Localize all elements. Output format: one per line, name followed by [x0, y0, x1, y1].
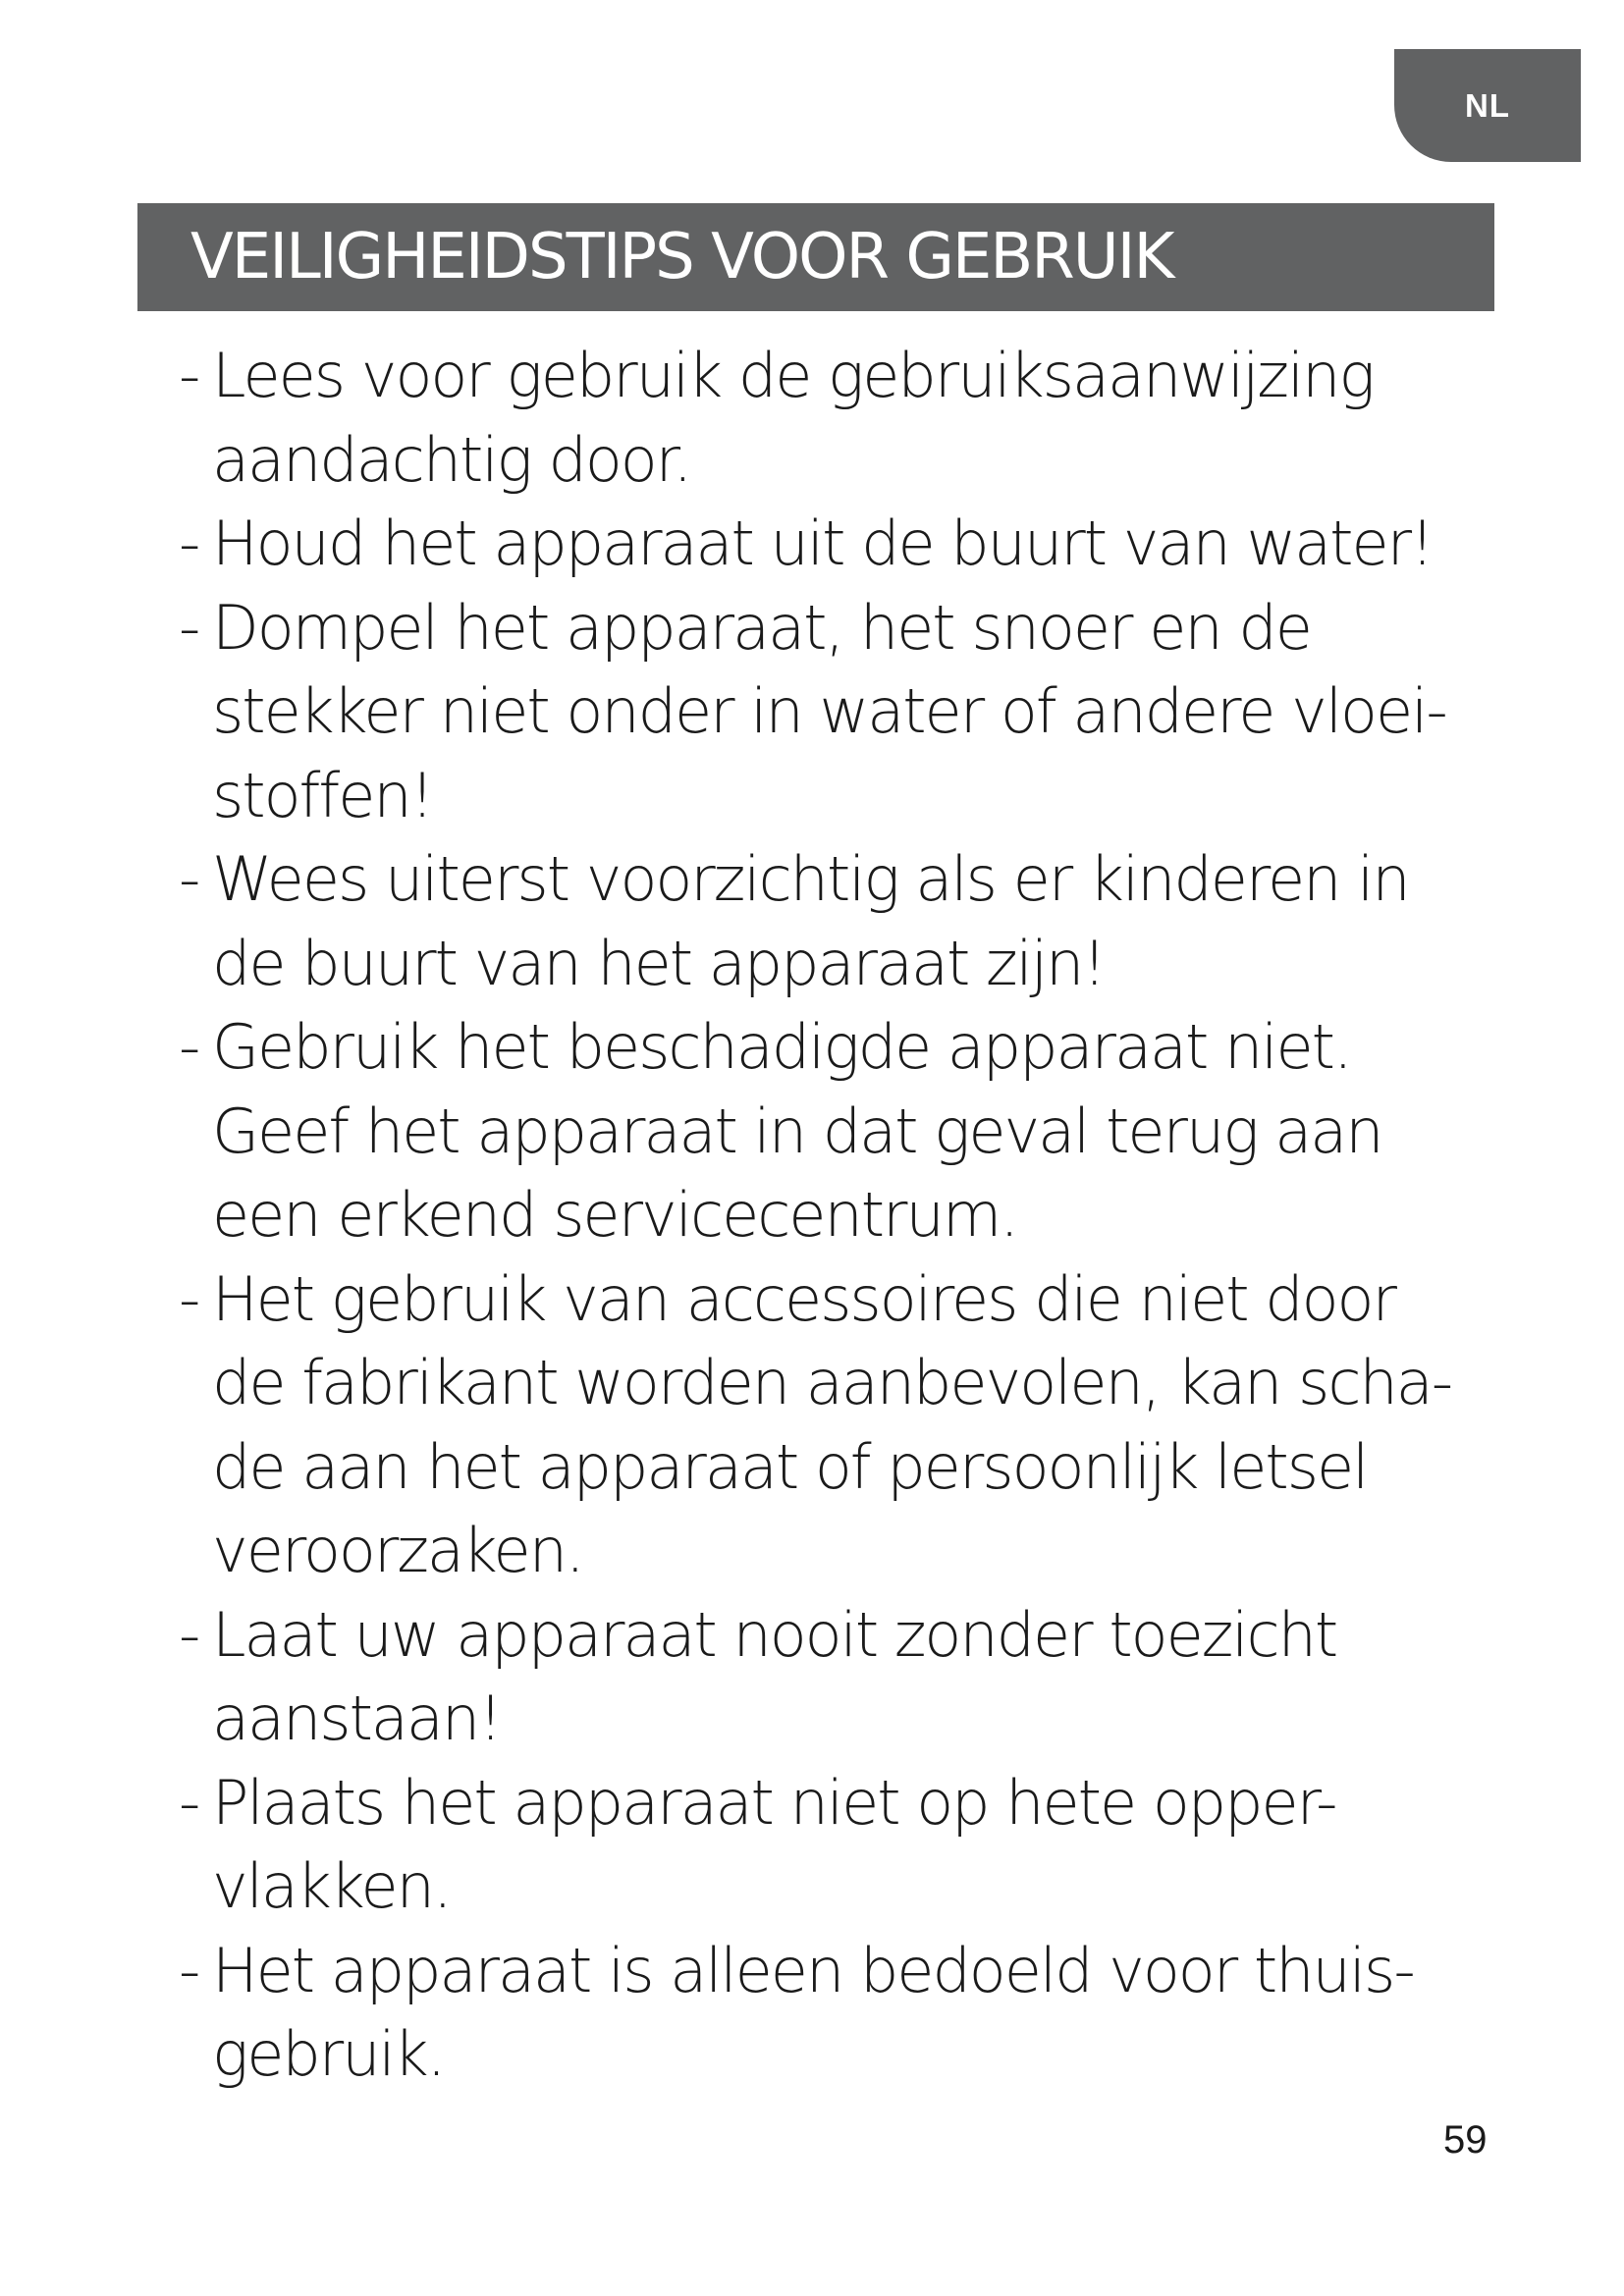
tip-text: Het gebruik van accessoires die niet door de fabrikant worden aanbevolen, kan scha- de aan het apparaat of persoonlijk letsel veroorzaken. [212, 1262, 1452, 1586]
tip-text: Gebruik het beschadigde apparaat niet. Geef het apparaat in dat geval terug aan een erkend servicecentrum. [212, 1011, 1382, 1251]
bullet-dash: - [179, 1934, 199, 2006]
safety-tips-list [179, 334, 1553, 2097]
list-item [179, 1005, 1553, 1257]
bullet-dash: - [179, 1598, 199, 1671]
bullet-dash: - [179, 1262, 199, 1335]
language-label: NL [1465, 86, 1510, 124]
list-item [179, 1257, 1553, 1593]
tip-text: Lees voor gebruik de gebruiksaanwijzing aandachtig door. [212, 340, 1374, 496]
tip-text: Het apparaat is alleen bedoeld voor thuis- gebruik. [212, 1934, 1414, 2090]
list-item [179, 837, 1553, 1005]
bullet-dash: - [179, 507, 199, 579]
section-title: VEILIGHEIDSTIPS VOOR GEBRUIK [190, 221, 1173, 294]
bullet-dash: - [179, 591, 199, 664]
list-item [179, 1929, 1553, 2097]
bullet-dash: - [179, 340, 199, 411]
tip-text: Wees uiterst voorzichtig als er kinderen in de buurt van het apparaat zijn! [212, 843, 1409, 999]
list-item [179, 1761, 1553, 1929]
bullet-dash: - [179, 843, 199, 915]
list-item [179, 502, 1553, 586]
page-number: 59 [1443, 2118, 1488, 2162]
tip-text: Houd het apparaat uit de buurt van water! [212, 507, 1433, 579]
list-item [179, 586, 1553, 838]
bullet-dash: - [179, 1011, 199, 1083]
tip-text: Laat uw apparaat nooit zonder toezicht aanstaan! [212, 1598, 1337, 1754]
bullet-dash: - [179, 1766, 199, 1839]
tip-text: Plaats het apparaat niet op hete opper- vlakken. [212, 1766, 1336, 1922]
section-header [137, 203, 1494, 311]
list-item [179, 334, 1553, 502]
language-tab [1394, 49, 1581, 162]
tip-text: Dompel het apparaat, het snoer en de stekker niet onder in water of andere vloei- stoffen! [212, 591, 1446, 831]
list-item [179, 1593, 1553, 1761]
